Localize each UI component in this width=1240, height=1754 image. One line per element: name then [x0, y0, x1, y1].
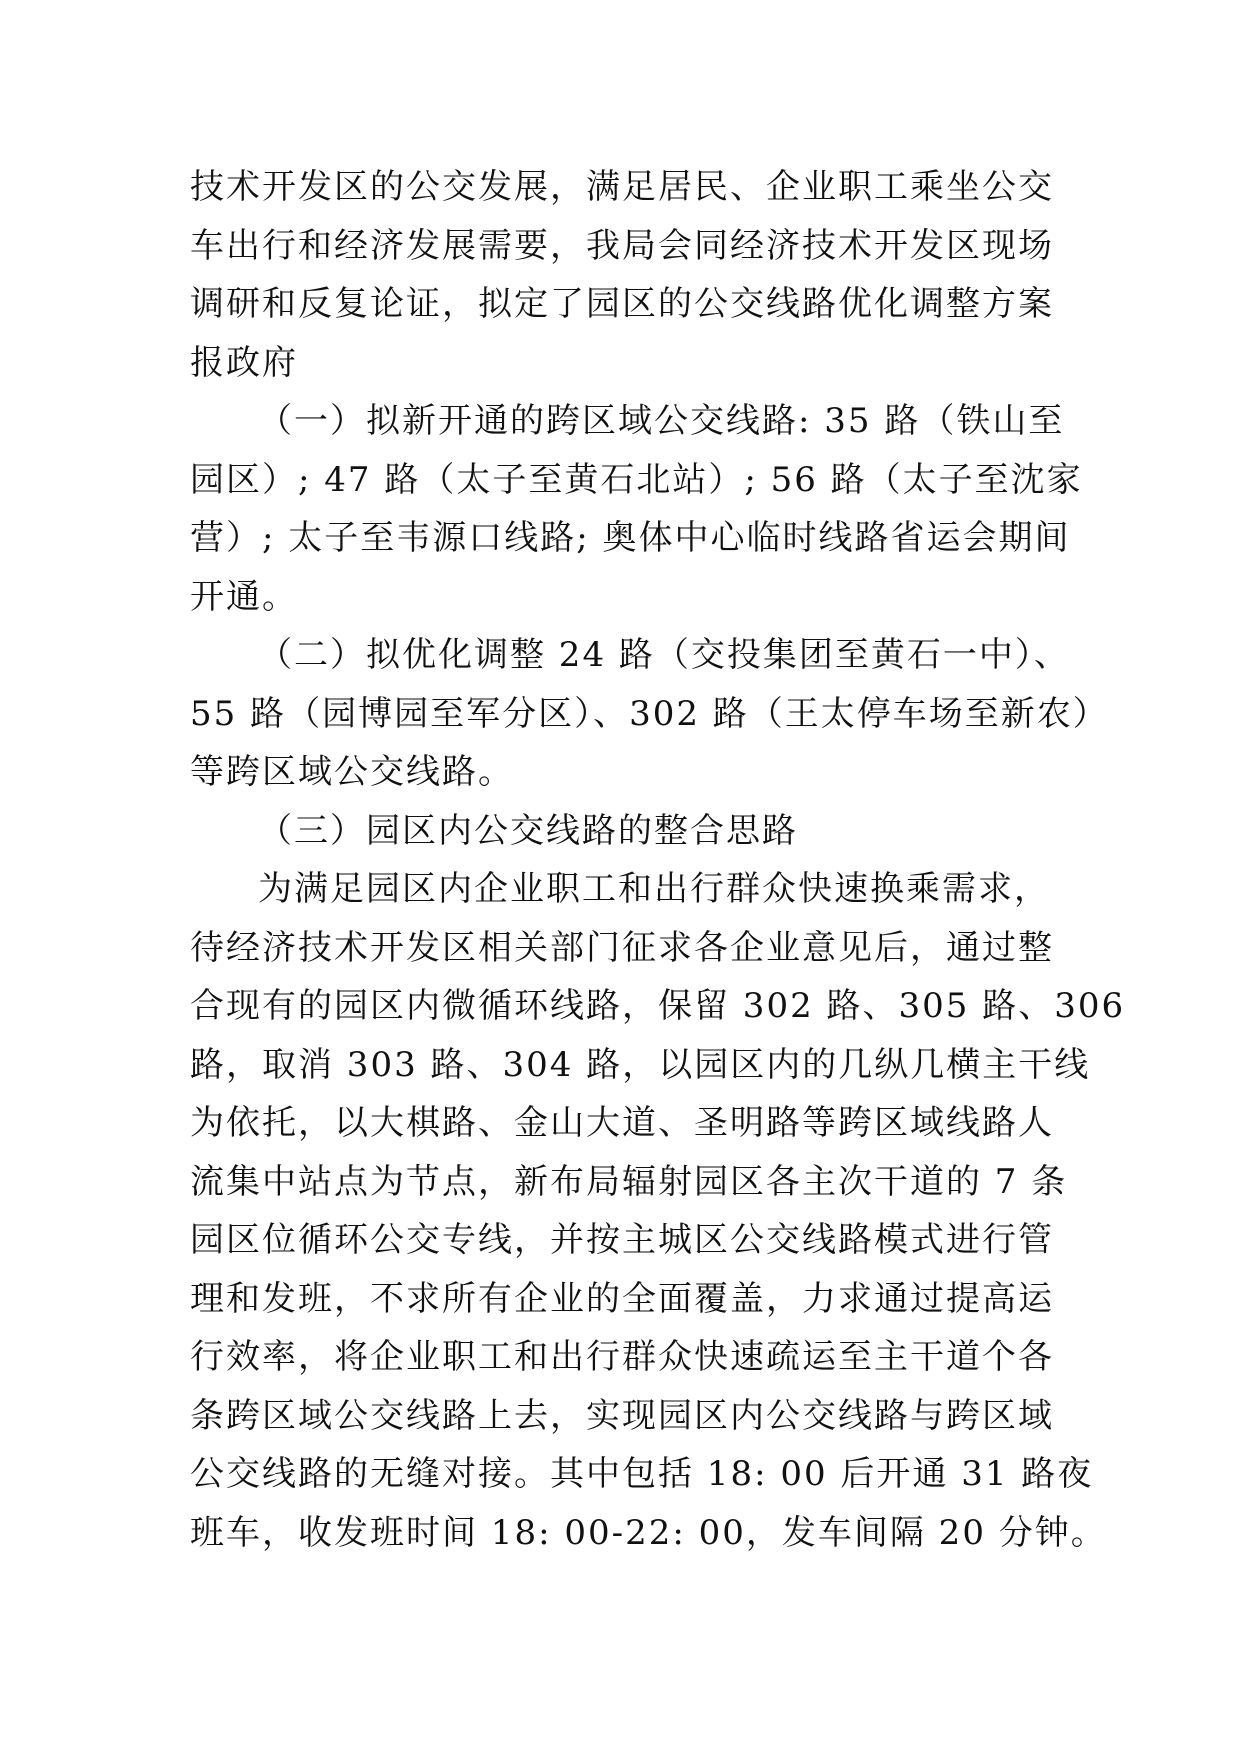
- section-heading: （三）园区内公交线路的整合思路: [258, 810, 798, 851]
- paragraph-intro: [190, 158, 1054, 392]
- text-line: 开通。: [190, 576, 298, 617]
- paragraph-section-3-heading: [190, 802, 1010, 861]
- paragraph-section-1: [190, 392, 1083, 626]
- text-line: 园区位循环公交专线，并按主城区公交线路模式进行管: [190, 1220, 1054, 1260]
- text-line: 报政府: [190, 342, 298, 383]
- text-line: 等跨区域公交线路。: [190, 752, 514, 792]
- paragraph-section-3-body: [190, 860, 1126, 1562]
- text-line: 公交线路的无缝对接。其中包括 18: 00 后开通 31 路夜: [190, 1454, 1094, 1494]
- document-body: [190, 158, 1126, 1562]
- text-line: 营）; 太子至韦源口线路; 奥体中心临时线路省运会期间: [190, 518, 1071, 558]
- text-line: 技术开发区的公交发展，满足居民、企业职工乘坐公交: [190, 167, 1054, 207]
- text-line: 待经济技术开发区相关部门征求各企业意见后，通过整: [190, 927, 1054, 968]
- text-line: 合现有的园区内微循环线路，保留 302 路、305 路、306: [190, 986, 1126, 1026]
- text-line: 流集中站点为节点，新布局辐射园区各主次干道的 7 条: [190, 1161, 1068, 1202]
- text-line: 调研和反复论证，拟定了园区的公交线路优化调整方案: [190, 284, 1054, 324]
- text-line: 路，取消 303 路、304 路，以园区内的几纵几横主干线: [190, 1044, 1091, 1085]
- text-line: 55 路（园博园至军分区）、302 路（王太停车场至新农）: [190, 693, 1109, 734]
- text-line: （二）拟优化调整 24 路（交投集团至黄石一中）、: [258, 635, 1070, 675]
- text-line: 理和发班，不求所有企业的全面覆盖，力求通过提高运: [190, 1278, 1054, 1319]
- text-line: （一）拟新开通的跨区域公交线路: 35 路（铁山至: [258, 401, 1065, 441]
- paragraph-section-2: [190, 626, 1109, 802]
- text-line: 班车，收发班时间 18: 00-22: 00，发车间隔 20 分钟。: [190, 1512, 1107, 1553]
- text-line: 为依托，以大棋路、金山大道、圣明路等跨区域线路人: [190, 1103, 1054, 1143]
- text-line: 园区）; 47 路（太子至黄石北站）; 56 路（太子至沈家: [190, 459, 1083, 500]
- text-line: 车出行和经济发展需要，我局会同经济技术开发区现场: [190, 225, 1054, 266]
- text-line: 行效率，将企业职工和出行群众快速疏运至主干道个各: [190, 1337, 1054, 1377]
- text-line: 条跨区域公交线路上去，实现园区内公交线路与跨区域: [190, 1395, 1054, 1436]
- text-line: 为满足园区内企业职工和出行群众快速换乘需求，: [258, 869, 1050, 909]
